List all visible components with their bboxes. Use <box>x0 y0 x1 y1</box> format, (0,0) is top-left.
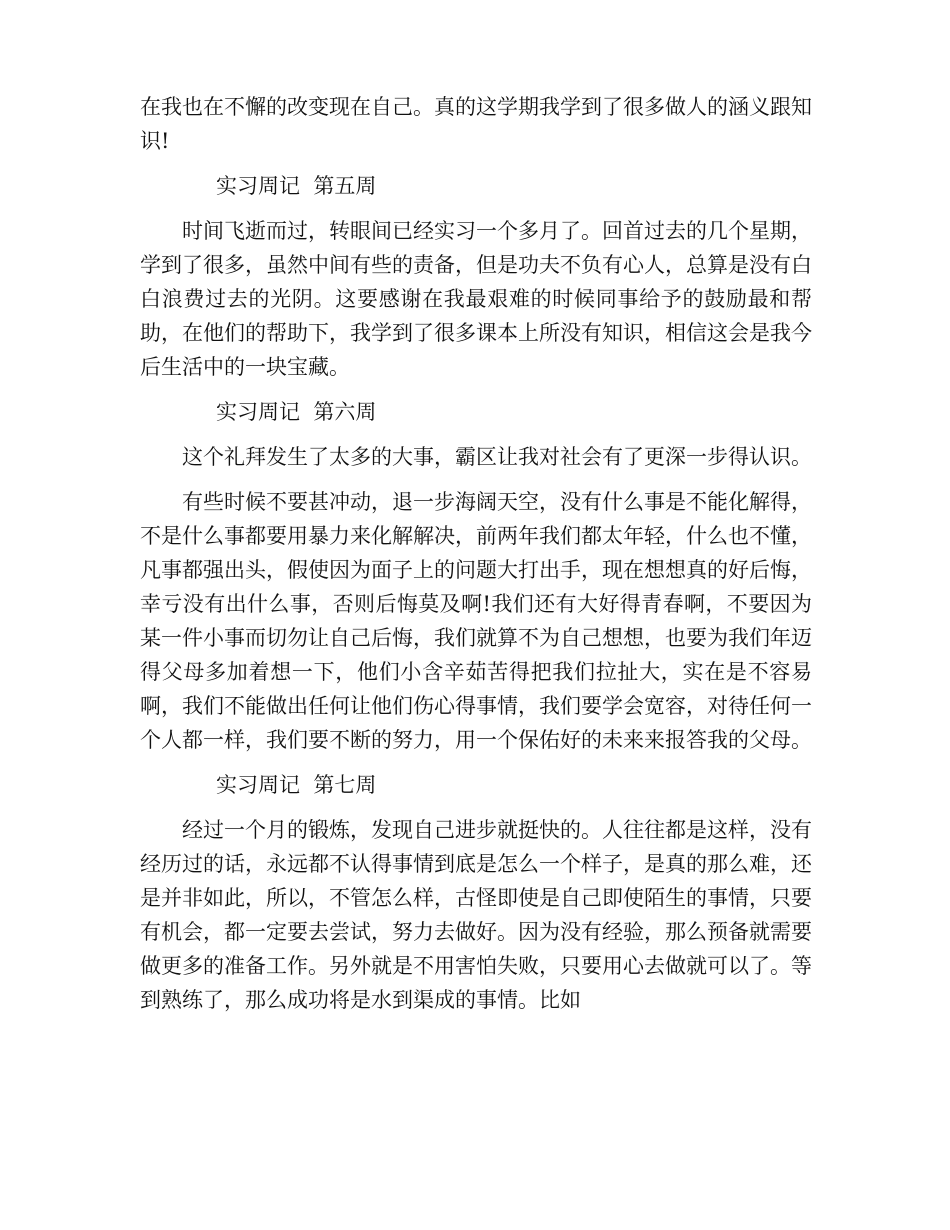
section-heading-week-7: 实习周记 第七周 <box>216 773 377 797</box>
paragraph: 这个礼拜发生了太多的大事，霸区让我对社会有了更深一步得认识。 <box>182 445 812 469</box>
paragraph: 有些时候不要甚冲动，退一步海阔天空，没有什么事是不能化解得，不是什么事都要用暴力来化解解决，前两年我们都太年轻，什么也不懂，凡事都强出头，假使因为面子上的问题大打出手，现在想想真的好后悔，幸亏没有出什么事，否则后悔莫及啊!我们还有大好得青春啊，不要因为某一件小事而切勿让自己后悔，我们就算不为自己想想，也要为我们年迈得父母多加着想一下，他们小含辛茹苦得把我们拉扯大，实在是不容易啊，我们不能做出任何让他们伤心得事情，我们要学会宽容，对待任何一个人都一样，我们要不断的努力，用一个保佑好的未来来报答我的父母。 <box>140 490 812 752</box>
document-body <box>140 90 812 1028</box>
paragraph: 在我也在不懈的改变现在自己。真的这学期我学到了很多做人的涵义跟知识! <box>140 95 812 153</box>
paragraph: 时间飞逝而过，转眼间已经实习一个多月了。回首过去的几个星期，学到了很多，虽然中间有些的责备，但是功夫不负有心人，总算是没有白白浪费过去的光阴。这要感谢在我最艰难的时候同事给予的鼓励最和帮助，在他们的帮助下，我学到了很多课本上所没有知识，相信这会是我今后生活中的一块宝藏。 <box>140 219 812 379</box>
section-heading-week-6: 实习周记 第六周 <box>216 400 377 424</box>
paragraph: 经过一个月的锻炼，发现自己进步就挺快的。人往往都是这样，没有经历过的话，永远都不认得事情到底是怎么一个样子，是真的那么难，还是并非如此，所以，不管怎么样，古怪即使是自己即使陌生的事情，只要有机会，都一定要去尝试，努力去做好。因为没有经验，那么预备就需要做更多的准备工作。另外就是不用害怕失败，只要用心去做就可以了。等到熟练了，那么成功将是水到渠成的事情。比如 <box>140 818 812 1012</box>
section-heading-week-5: 实习周记 第五周 <box>216 174 377 198</box>
